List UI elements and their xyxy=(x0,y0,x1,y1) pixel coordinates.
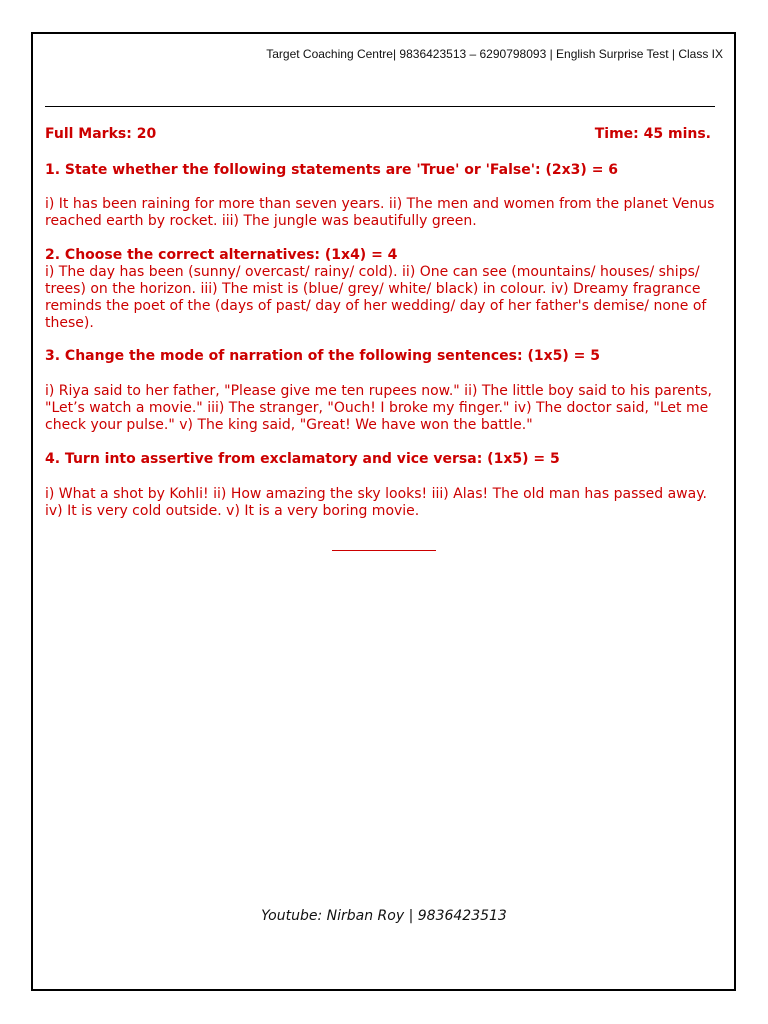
header-rule xyxy=(45,106,715,107)
question-1-title: 1. State whether the following statements are 'True' or 'False': (2x3) = 6 xyxy=(45,162,619,178)
question-2-body: i) The day has been (sunny/ overcast/ rainy/ cold). ii) One can see (mountains/ houses/ ships/ trees) on the horizon. iii) The mist is (blue/ grey/ white/ black) in colour. iv) Dreamy fragrance reminds the poet of the (days of past/ day of her wedding/ day of her father's demise/ none of these). xyxy=(45,264,707,331)
question-4-title: 4. Turn into assertive from exclamatory and vice versa: (1x5) = 5 xyxy=(45,451,560,467)
header-line: Target Coaching Centre| 9836423513 – 6290798093 | English Surprise Test | Class IX xyxy=(266,47,723,61)
full-marks: Full Marks: 20 xyxy=(45,126,157,142)
footer-contact: Youtube: Nirban Roy | 9836423513 xyxy=(261,908,507,924)
question-3-title: 3. Change the mode of narration of the following sentences: (1x5) = 5 xyxy=(45,348,601,364)
question-1-body: i) It has been raining for more than seven years. ii) The men and women from the planet Venus reached earth by rocket. iii) The jungle was beautifully green. xyxy=(45,196,715,229)
question-2-title: 2. Choose the correct alternatives: (1x4) = 4 xyxy=(45,247,398,263)
end-divider xyxy=(332,550,436,551)
marks-row xyxy=(45,126,715,143)
question-4-body: i) What a shot by Kohli! ii) How amazing the sky looks! iii) Alas! The old man has passed away. iv) It is very cold outside. v) It is a very boring movie. xyxy=(45,486,707,519)
question-3-body: i) Riya said to her father, "Please give me ten rupees now." ii) The little boy said to his parents, "Let’s watch a movie." iii) The stranger, "Ouch! I broke my finger." iv) The doctor said, "Let me check your pulse." v) The king said, "Great! We have won the battle." xyxy=(45,383,712,433)
time-limit: Time: 45 mins. xyxy=(594,126,711,142)
